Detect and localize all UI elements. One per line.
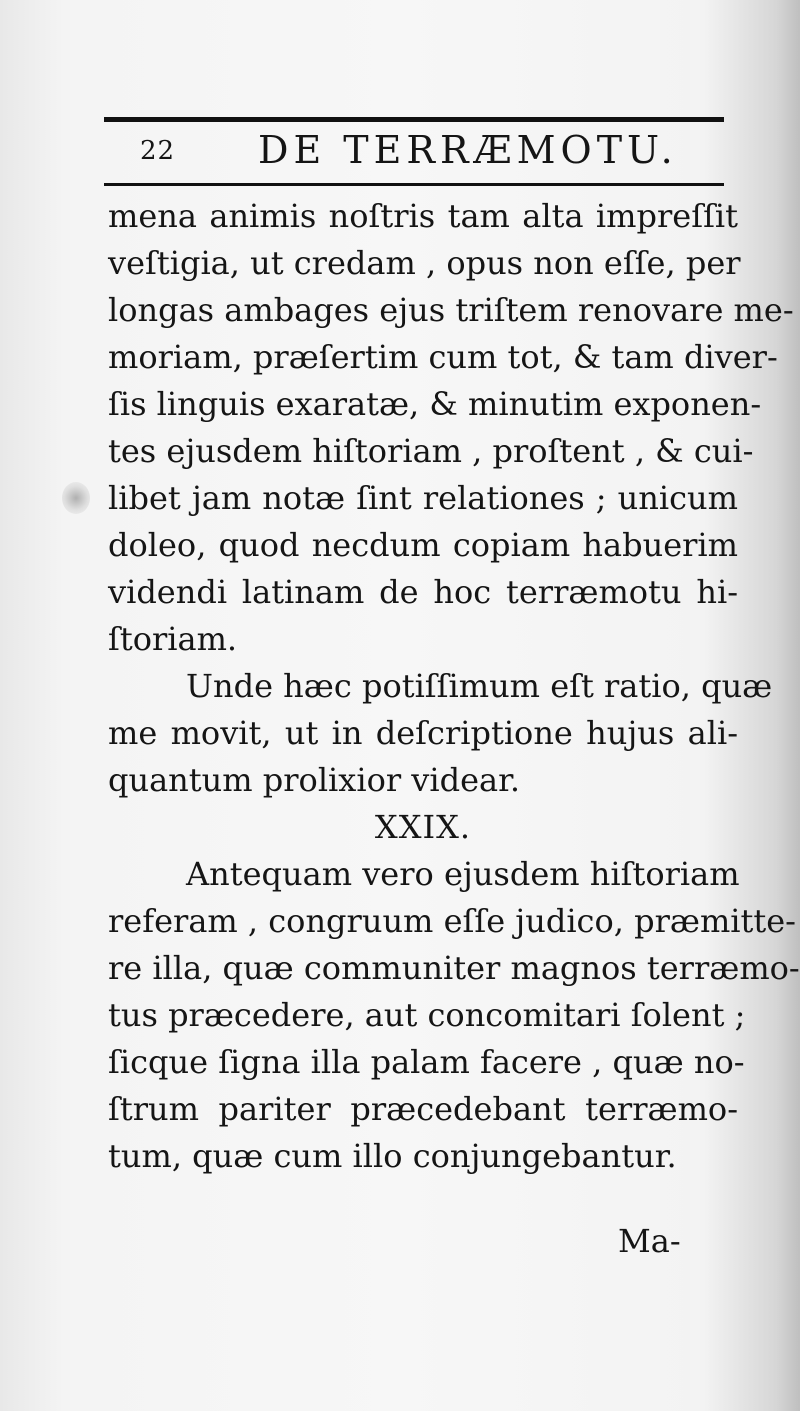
page-number: 22 bbox=[140, 136, 176, 166]
text-line: ſtrum pariter præcedebant terræmo- bbox=[108, 1090, 738, 1128]
text-line: longas ambages ejus triſtem renovare me- bbox=[108, 291, 794, 329]
catchword: Ma- bbox=[618, 1222, 681, 1260]
text-line: Unde hæc potiſſimum eſt ratio, quæ bbox=[186, 667, 773, 705]
text-line: me movit, ut in deſcriptione hujus ali- bbox=[108, 714, 738, 752]
text-line: moriam, præſertim cum tot, & tam diver- bbox=[108, 338, 778, 376]
ink-blot bbox=[62, 482, 90, 514]
text-line: tum, quæ cum illo conjungebantur. bbox=[108, 1137, 677, 1175]
text-line: veſtigia, ut credam , opus non eſſe, per bbox=[108, 244, 741, 282]
body-text bbox=[108, 193, 800, 1180]
text-line: libet jam notæ ſint relationes ; unicum bbox=[108, 479, 738, 517]
section-heading: XXIX. bbox=[374, 808, 472, 846]
text-line: videndi latinam de hoc terræmotu hi- bbox=[108, 573, 738, 611]
text-line: doleo, quod necdum copiam habuerim bbox=[108, 526, 738, 564]
running-title: DE TERRÆMOTU. bbox=[258, 128, 678, 172]
text-line: ſis linguis exaratæ, & minutim exponen- bbox=[108, 385, 762, 423]
text-line: quantum prolixior videar. bbox=[108, 761, 521, 799]
text-line: tes ejusdem hiſtoriam , proſtent , & cui- bbox=[108, 432, 754, 470]
header-rule-bottom bbox=[104, 183, 724, 186]
text-line: ſicque ſigna illa palam facere , quæ no- bbox=[108, 1043, 745, 1081]
text-line: ſtoriam. bbox=[108, 620, 238, 658]
text-line: Antequam vero ejusdem hiſtoriam bbox=[186, 855, 740, 893]
text-line: re illa, quæ communiter magnos terræmo- bbox=[108, 949, 800, 987]
text-line: mena animis noſtris tam alta impreſſit bbox=[108, 197, 738, 235]
header-rule-top bbox=[104, 117, 724, 122]
running-head bbox=[104, 124, 724, 180]
text-line: tus præcedere, aut concomitari ſolent ; bbox=[108, 996, 746, 1034]
text-line: referam , congruum eſſe judico, præmitte- bbox=[108, 902, 796, 940]
